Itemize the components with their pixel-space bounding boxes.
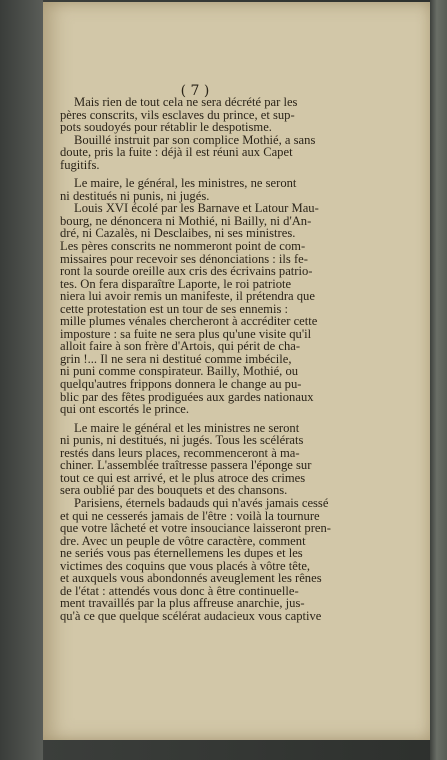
text-line: tout ce qui est arrivé, et le plus atroce des crimes <box>60 470 306 485</box>
text-line: Les pères conscrits ne nommeront point de com- <box>60 239 306 254</box>
text-line: et auxquels vous abondonnés aveuglement les rênes <box>60 571 322 586</box>
text-line: bourg, ne dénoncera ni Mothié, ni Bailly, ni d'An- <box>60 213 312 228</box>
text-line: blic par des fêtes prodiguées aux gardes nationaux <box>60 389 314 404</box>
text-line: Louis XVI écolé par les Barnave et Latour Mau- <box>74 201 319 216</box>
text-line: et qui ne cesserés jamais de l'être : voilà la tournure <box>60 508 320 523</box>
text-line: mille plumes vénales chercheront à accréditer cette <box>60 314 318 329</box>
text-line: sera oublié par des bouquets et des chansons. <box>60 483 288 498</box>
text-line: ni punis, ni destitués, ni jugés. Tous les scélérats <box>60 433 304 448</box>
page-number: ( 7 ) <box>180 83 210 99</box>
text-line: imposture : sa fuite ne sera plus qu'une visite qu'il <box>60 326 312 341</box>
text-line: doute, pris la fuite : déjà il est réuni aux Capet <box>60 145 293 160</box>
text-line: qu'à ce que quelque scélérat audacieux vous captive <box>60 608 322 623</box>
text-line: Le maire, le général, les ministres, ne seront <box>74 176 297 191</box>
text-line: ment travaillés par la plus affreuse anarchie, jus- <box>60 596 305 611</box>
text-line: missaires pour recevoir ses dénonciations : ils fe- <box>60 251 308 266</box>
text-line: victimes des coquins que vous placés à vôtre tête, <box>60 558 311 573</box>
text-line: grin !... Il ne sera ni destitué comme imbécile, <box>60 351 292 366</box>
text-line: dre. Avec un peuple de vôtre caractère, comment <box>60 533 306 548</box>
text-line: pots soudoyés pour rétablir le despotisme. <box>60 120 272 135</box>
text-line: ni destitués ni punis, ni jugés. <box>60 188 210 203</box>
text-line: quelqu'autres frippons donnera le change au pu- <box>60 377 302 392</box>
text-line: alloit faire à son frère d'Artois, qui périt de cha- <box>60 339 301 354</box>
text-line: Bouillé instruit par son complice Mothié, a sans <box>74 132 316 147</box>
text-line: de l'état : attendés vous donc à être continuelle- <box>60 583 299 598</box>
page-edge <box>430 0 447 760</box>
text-line: chiner. L'assemblée traîtresse passera l'éponge sur <box>60 458 312 473</box>
body-text <box>60 96 400 622</box>
text-line: cette protestation est un tour de ses ennemis : <box>60 301 289 316</box>
text-line: Le maire le général et les ministres ne seront <box>74 420 300 435</box>
text-line: pères conscrits, vils esclaves du prince, et sup- <box>60 107 295 122</box>
book-binding <box>0 0 43 760</box>
text-line: Parisiens, éternels badauds qui n'avés jamais cessé <box>74 495 329 510</box>
text-line: qui ont escortés le prince. <box>60 402 190 417</box>
text-line: ni puni comme conspirateur. Bailly, Mothié, ou <box>60 364 299 379</box>
text-line: restés dans leurs places, recommenceront à ma- <box>60 445 300 460</box>
text-line: que votre lâcheté et votre insouciance laisseront pren- <box>60 521 331 536</box>
text-line: ne seriés vous pas éternellemens les dupes et les <box>60 546 303 561</box>
text-line: ront la sourde oreille aux cris des écrivains patrio- <box>60 264 313 279</box>
text-line: dré, ni Cazalès, ni Desclaibes, ni ses ministres. <box>60 226 296 241</box>
text-line: tes. On fera disparaître Laporte, le roi patriote <box>60 276 292 291</box>
text-line: fugitifs. <box>60 157 100 172</box>
text-line: Mais rien de tout cela ne sera décrété par les <box>74 95 298 109</box>
text-line: niera lui avoir remis un manifeste, il prétendra que <box>60 289 315 304</box>
